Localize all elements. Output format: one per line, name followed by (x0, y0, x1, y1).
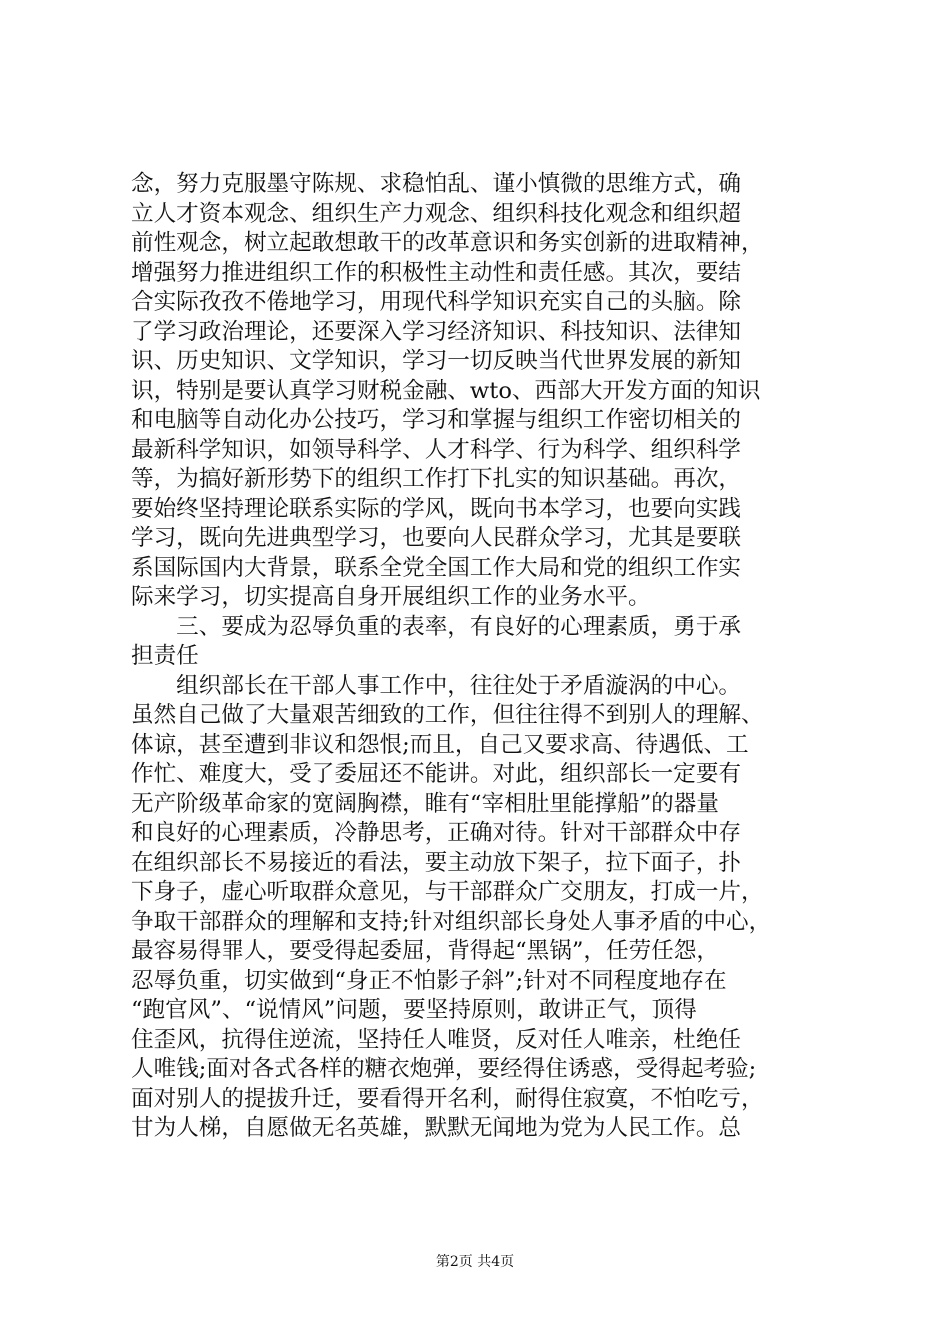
section-heading-line: 三、要成为忍辱负重的表率，有良好的心理素质，勇于承 (131, 613, 742, 640)
page-footer (0, 1252, 950, 1272)
text-line: 虽然自己做了大量艰苦细致的工作，但往往得不到别人的理解、 (131, 702, 764, 728)
text-line: 组织部长在干部人事工作中，往往处于矛盾漩涡的中心。 (131, 672, 742, 699)
text-line: 了学习政治理论，还要深入学习经济知识、科技知识、法律知 (131, 318, 742, 345)
text-line: 学习，既向先进典型学习，也要向人民群众学习，尤其是要联 (131, 525, 742, 551)
text-line: 前性观念，树立起敢想敢干的改革意识和务实创新的进取精神， (131, 230, 764, 256)
text-line: 甘为人梯，自愿做无名英雄，默默无闻地为党为人民工作。总 (131, 1115, 742, 1141)
text-line: 增强努力推进组织工作的积极性主动性和责任感。其次，要结 (131, 259, 742, 286)
text-line: 立人才资本观念、组织生产力观念、组织科技化观念和组织超 (131, 200, 742, 227)
text-line: 最容易得罪人，要受得起委屈，背得起“黑锅”，任劳任怨， (131, 938, 719, 964)
text-line: 最新科学知识，如领导科学、人才科学、行为科学、组织科学 (131, 436, 742, 463)
text-line: 下身子，虚心听取群众意见，与干部群众广交朋友，打成一片， (131, 879, 764, 905)
text-line: 系国际国内大背景，联系全党全国工作大局和党的组织工作实 (131, 554, 742, 581)
text-line: 念，努力克服墨守陈规、求稳怕乱、谨小慎微的思维方式，确 (131, 171, 742, 197)
text-line: 体谅，甚至遭到非议和怨恨;而且，自己又要求高、待遇低、工 (131, 731, 749, 758)
text-line: 人唯钱;面对各式各样的糖衣炮弹，要经得住诱惑，受得起考验; (131, 1056, 757, 1082)
text-line: 无产阶级革命家的宽阔胸襟，睢有“宰相肚里能撑船”的器量 (131, 790, 719, 817)
section-heading-line: 担责任 (131, 643, 199, 669)
text-line: 识、历史知识、文学知识，学习一切反映当代世界发展的新知 (131, 348, 742, 374)
text-line: “跑官风”、“说情风”问题，要坚持原则，敢讲正气，顶得 (131, 997, 697, 1023)
text-line: 面对别人的提拔升迁，要看得开名利，耐得住寂寞，不怕吃亏， (131, 1085, 764, 1112)
text-line: 合实际孜孜不倦地学习，用现代科学知识充实自己的头脑。除 (131, 289, 742, 315)
text-line: 争取干部群众的理解和支持;针对组织部长身处人事矛盾的中心， (131, 908, 772, 935)
page-number-label: 第2页 共4页 (435, 1254, 515, 1270)
text-line: 住歪风，抗得住逆流，坚持任人唯贤，反对任人唯亲，杜绝任 (131, 1026, 742, 1053)
text-line: 和电脑等自动化办公技巧，学习和掌握与组织工作密切相关的 (131, 407, 742, 433)
text-line: 忍辱负重，切实做到“身正不怕影子斜”;针对不同程度地存在 (131, 967, 727, 994)
text-line: 际来学习，切实提高自身开展组织工作的业务水平。 (131, 584, 651, 610)
text-line: 等，为搞好新形势下的组织工作打下扎实的知识基础。再次， (131, 466, 742, 492)
body-text (131, 170, 831, 1144)
text-line: 要始终坚持理论联系实际的学风，既向书本学习，也要向实践 (131, 495, 742, 522)
text-line: 和良好的心理素质，冷静思考，正确对待。针对干部群众中存 (131, 820, 742, 846)
text-line: 在组织部长不易接近的看法，要主动放下架子，拉下面子，扑 (131, 849, 742, 876)
text-line: 作忙、难度大，受了委屈还不能讲。对此，组织部长一定要有 (131, 761, 742, 787)
text-line: 识，特别是要认真学习财税金融、wto、西部大开发方面的知识 (131, 377, 761, 404)
